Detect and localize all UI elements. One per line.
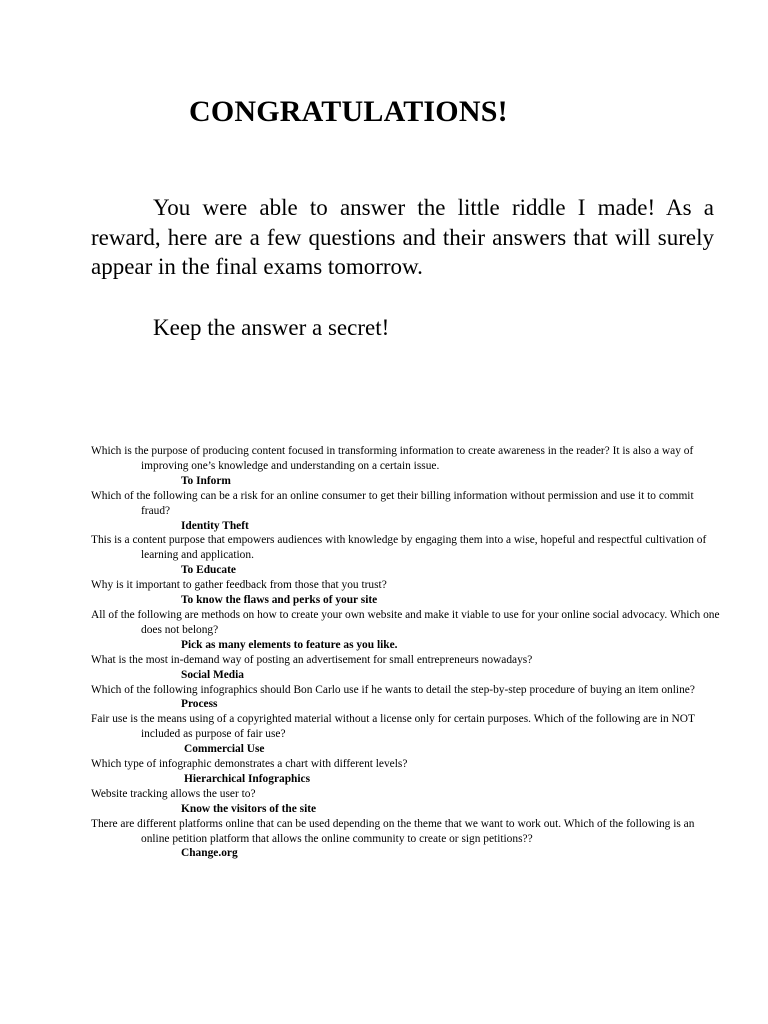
question-text: Fair use is the means using of a copyrighted material without a license only for certain purposes. Which of the following are in NOT included as purpose of fair use? [91,713,695,741]
question-text: Why is it important to gather feedback from those that you trust? [91,579,387,592]
question-text: This is a content purpose that empowers audiences with knowledge by engaging them into a wise, hopeful and respectful cultivation of learning and application. [91,534,707,562]
answer-text: Know the visitors of the site [181,802,317,815]
answer-text: Identity Theft [181,519,249,532]
answer-text: To Educate [181,564,236,577]
page-title: CONGRATULATIONS! [189,95,508,128]
question-text: Which of the following infographics should Bon Carlo use if he wants to detail the step-by-step procedure of buying an item online? [91,683,695,696]
question-text: What is the most in-demand way of posting an advertisement for small entrepreneurs nowadays? [91,653,533,666]
answer-text: To Inform [181,474,231,487]
answer-text: Commercial Use [184,743,265,756]
answer-text: Change.org [181,847,238,860]
answer-text: Social Media [181,668,244,681]
answer-text: Process [181,698,218,711]
qa-list [91,444,721,861]
question-text: There are different platforms online that can be used depending on the theme that we want to work out. Which of the following is an online petition platform that allows the online community to create or sign petitions?? [91,817,695,845]
answer-text: To know the flaws and perks of your site [181,594,378,607]
answer-text: Pick as many elements to feature as you like. [181,638,398,651]
question-text: All of the following are methods on how to create your own website and make it viable to use for your online social advocacy. Which one does not belong? [91,608,720,636]
question-text: Which of the following can be a risk for an online consumer to get their billing information without permission and use it to commit fraud? [91,489,694,517]
secret-note: Keep the answer a secret! [153,315,390,340]
answer-text: Hierarchical Infographics [184,772,311,785]
question-text: Website tracking allows the user to? [91,787,256,800]
question-text: Which type of infographic demonstrates a chart with different levels? [91,758,408,771]
intro-paragraph: You were able to answer the little riddle I made! As a reward, here are a few questions and their answers that will surely appear in the final exams tomorrow. [91,195,714,279]
question-text: Which is the purpose of producing content focused in transforming information to create awareness in the reader? It is also a way of improving one’s knowledge and understanding on a certain issue. [91,445,694,472]
